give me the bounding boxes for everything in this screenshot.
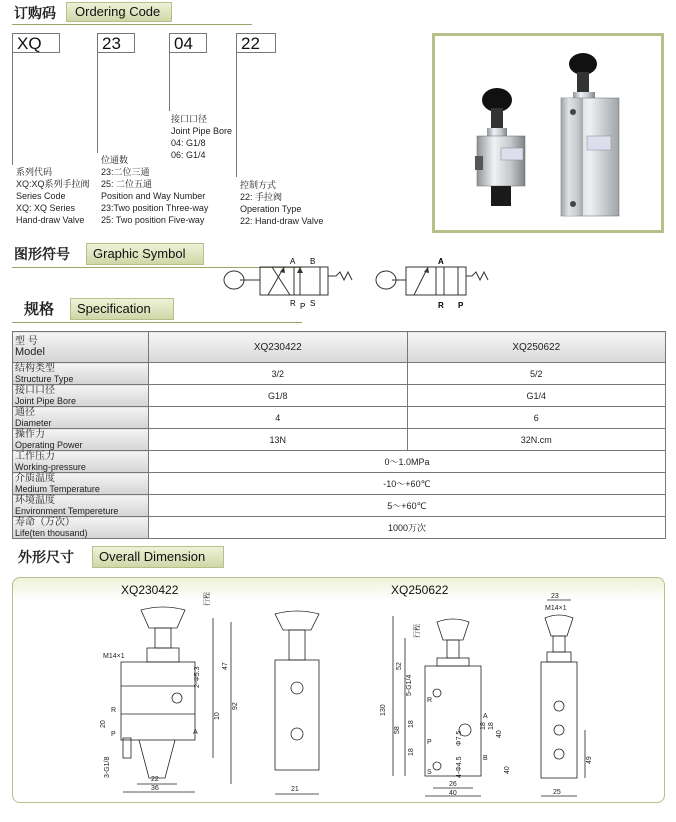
dimension-drawings [13, 578, 664, 802]
spec-row: 结构类型 Structure Type 3/2 5/2 [13, 363, 666, 385]
position-bracket [97, 53, 98, 153]
svg-text:B: B [310, 257, 316, 266]
svg-text:40: 40 [496, 730, 503, 738]
dimension-title-cn: 外形尺寸 [18, 550, 74, 566]
svg-text:行程: 行程 [204, 592, 211, 606]
svg-text:XQ230422: XQ230422 [121, 583, 179, 597]
spec-row: 寿命（万次） Life(ten thousand) 1000万次 [13, 517, 666, 539]
svg-text:58: 58 [394, 726, 401, 734]
spec-row: 介质温度 Medium Temperature -10～+60℃ [13, 473, 666, 495]
dimension-title-en: Overall Dimension [92, 546, 224, 568]
svg-text:A: A [193, 729, 198, 736]
svg-text:40: 40 [504, 766, 511, 774]
svg-text:行程: 行程 [414, 624, 421, 638]
graphic-symbol-3-2 [374, 254, 494, 310]
series-description: 系列代码 XQ:XQ系列手拉阀 Series Code XQ: XQ Series Hand-draw Valve [16, 167, 90, 225]
spec-divider [12, 322, 302, 323]
graphic-title-cn: 图形符号 [14, 247, 70, 263]
svg-text:R: R [290, 299, 296, 308]
bore-bracket [169, 53, 170, 111]
svg-text:B: B [483, 755, 488, 762]
svg-text:R: R [111, 707, 117, 714]
spec-row: 环境温度 Environment Tempereture 5～+60℃ [13, 495, 666, 517]
ordering-divider [12, 24, 252, 25]
svg-text:25: 25 [553, 789, 561, 796]
svg-text:18: 18 [408, 720, 415, 728]
code-box-series: XQ [12, 33, 60, 53]
ordering-title-cn: 订购码 [14, 6, 56, 22]
svg-text:4-Φ4.5: 4-Φ4.5 [456, 756, 463, 778]
control-bracket [236, 53, 237, 177]
spec-row: 接口口径 Joint Pipe Bore G1/8 G1/4 [13, 385, 666, 407]
svg-text:10: 10 [214, 712, 221, 720]
graphic-symbol-5-2 [222, 254, 362, 310]
svg-text:A: A [290, 257, 296, 266]
ordering-title-en: Ordering Code [66, 2, 172, 22]
svg-text:M14×1: M14×1 [545, 605, 567, 612]
svg-text:26: 26 [449, 781, 457, 788]
product-photo [432, 33, 664, 233]
svg-text:18: 18 [488, 722, 495, 730]
svg-text:18: 18 [480, 722, 487, 730]
svg-text:P: P [427, 739, 432, 746]
bore-description: 接口口径 Joint Pipe Bore 04: G1/8 06: G1/4 [171, 114, 233, 160]
svg-text:P: P [111, 731, 116, 738]
spec-title-cn: 规格 [24, 300, 55, 318]
svg-text:92: 92 [232, 702, 239, 710]
svg-text:49: 49 [586, 756, 593, 764]
graphic-title-en: Graphic Symbol [86, 243, 204, 265]
spec-row: 操作力 Operating Power 13N 32N.cm [13, 429, 666, 451]
svg-text:2-Φ5.3: 2-Φ5.3 [194, 666, 201, 688]
svg-text:XQ250622: XQ250622 [391, 583, 449, 597]
svg-text:R: R [427, 697, 433, 704]
svg-text:20: 20 [100, 720, 107, 728]
svg-text:40: 40 [449, 790, 457, 797]
svg-text:S: S [310, 299, 316, 308]
svg-text:3-G1/8: 3-G1/8 [104, 756, 111, 778]
svg-text:P: P [300, 302, 306, 310]
svg-text:18: 18 [408, 748, 415, 756]
code-box-position: 23 [97, 33, 135, 53]
svg-text:Φ7.5: Φ7.5 [456, 730, 463, 746]
spec-row: 工作压力 Working-pressure 0～1.0MPa [13, 451, 666, 473]
code-box-control: 22 [236, 33, 276, 53]
svg-text:A: A [438, 257, 444, 266]
control-description: 控制方式 22: 手拉阀 Operation Type 22: Hand-draw Valve [240, 180, 324, 226]
position-description: 位通数 23:二位三通 25: 二位五通 Position and Way Number 23:Two position Three-way 25: Two position Five-way [101, 155, 209, 225]
svg-text:52: 52 [396, 662, 403, 670]
svg-text:A: A [483, 713, 488, 720]
spec-table [12, 331, 666, 539]
spec-header-row: 型 号 Model XQ230422 XQ250622 [13, 332, 666, 363]
svg-text:36: 36 [151, 785, 159, 792]
code-box-bore: 04 [169, 33, 207, 53]
svg-text:S: S [427, 769, 432, 776]
series-bracket [12, 53, 13, 165]
svg-text:22: 22 [151, 776, 159, 783]
svg-text:R: R [438, 301, 444, 310]
svg-text:23: 23 [551, 593, 559, 600]
spec-title-en: Specification [70, 298, 174, 320]
svg-text:47: 47 [222, 662, 229, 670]
svg-text:P: P [458, 301, 464, 310]
svg-text:5-G1/4: 5-G1/4 [406, 674, 413, 696]
svg-text:M14×1: M14×1 [103, 653, 125, 660]
spec-row: 通径 Diameter 4 6 [13, 407, 666, 429]
dimension-panel [12, 577, 665, 803]
svg-text:130: 130 [380, 704, 387, 716]
svg-text:21: 21 [291, 786, 299, 793]
